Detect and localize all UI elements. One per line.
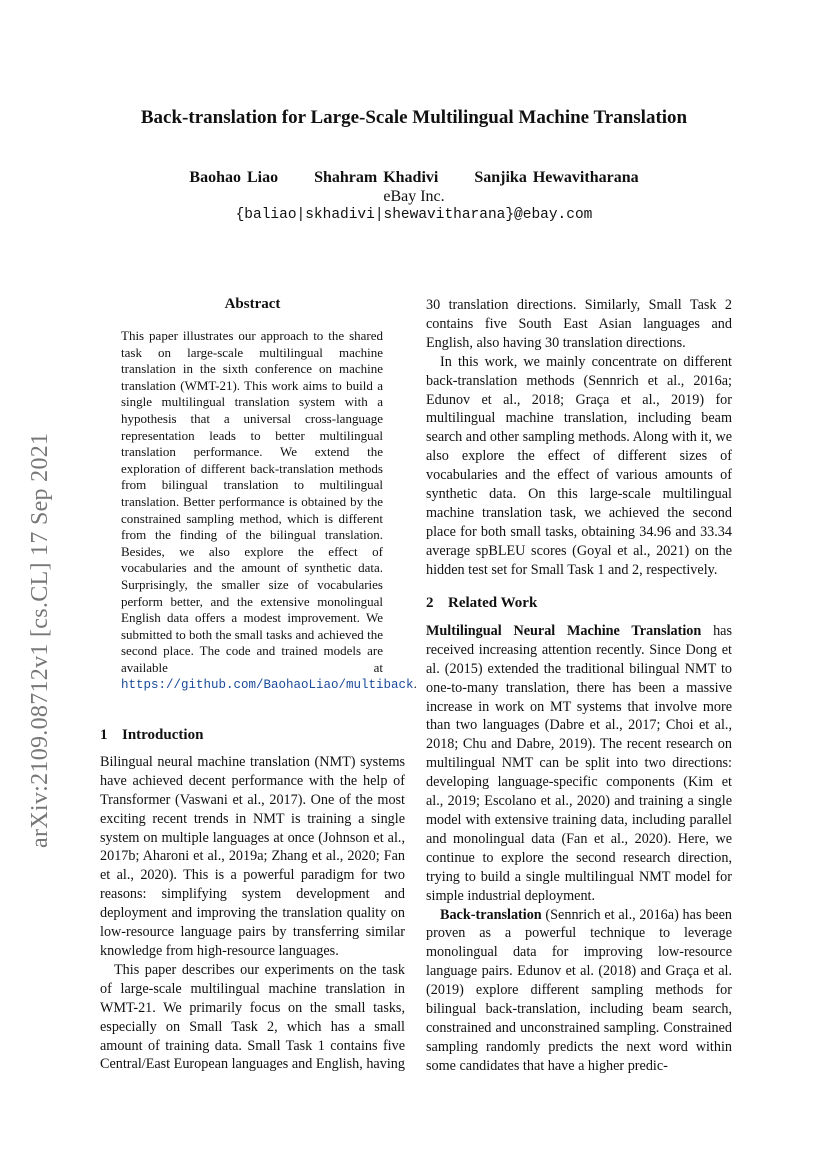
abstract-text: This paper illustrates our approach to the shared task on large-scale multilingual machine translation in the sixth conference on machine translation (WMT-21). This work aims to build a single multilingual translation system with a hypothesis that a universal cross-language representation leads to better multilingual translation performance. We extend the exploration of different back-translation methods from bilingual translation to multilingual translation. Better performance is obtained by the constrained sampling method, which is different from the finding of the bilingual translation. Besides, we also explore the effect of vocabularies and the amount of synthetic data. Surprisingly, the smaller size of vocabularies perform better, and the extensive monolingual English data offers a modest improvement. We submitted to both the small tasks and achieved the second place. The code and trained models are available at	[121, 328, 383, 675]
paragraph: Bilingual neural machine translation (NMT) systems have achieved decent performance with the help of Transformer (Vaswani et al., 2017). One of the most exciting recent trends in NMT is training a single system on multiple languages at once (Johnson et al., 2017b; Aharoni et al., 2019a; Zhang et al., 2020; Fan et al., 2020). This is a powerful paradigm for two reasons: simplifying system development and deployment and improving the translation quality on low-resource language pairs by transferring similar knowledge from high-resource languages.	[100, 753, 405, 959]
paper-title: Back-translation for Large-Scale Multilingual Machine Translation	[140, 107, 688, 128]
paragraph: In this work, we mainly concentrate on different back-translation methods (Sennrich et al., 2016a; Edunov et al., 2018; Graça et al., 2019) for multilingual machine translation, including beam search and other sampling methods. Along with it, we also explore the effect of different sizes of vocabularies and the effect of various amounts of synthetic data. On this large-scale multilingual machine translation task, we achieved the second place for both small tasks, obtaining 34.96 and 33.34 average spBLEU scores (Goyal et al., 2021) on the hidden test set for Small Task 1 and 2, respectively.	[426, 353, 732, 578]
section-number: 2	[426, 595, 434, 611]
section-heading	[100, 726, 405, 745]
section-heading	[426, 594, 732, 613]
author-name: Shahram Khadivi	[314, 169, 439, 186]
abstract-heading: Abstract	[224, 296, 281, 312]
intro-continued	[426, 296, 732, 580]
section-title: Related Work	[448, 595, 538, 611]
abstract-end: .	[413, 676, 417, 692]
paragraph: This paper describes our experiments on the task of large-scale multilingual machine translation in WMT-21. We primarily focus on the small tasks, especially on Small Task 2, which has a small amount of training data. Small Task 1 contains five Central/East European languages and English, having	[100, 961, 405, 1073]
section-title: Introduction	[122, 727, 204, 743]
author-list	[0, 169, 828, 187]
paragraph	[426, 906, 732, 1076]
paragraph: 30 translation directions. Similarly, Small Task 2 contains five South East Asian languages and English, also having 30 translation directions.	[426, 297, 732, 351]
paragraph-text: (Sennrich et al., 2016a) has been proven as a powerful technique to leverage monolingual data for improving low-resource language pairs. Edunov et al. (2018) and Graça et al. (2019) explore different sampling methods for bilingual back-translation, including beam search, constrained and unconstrained sampling. Constrained sampling randomly predicts the next word within some candidates that have a higher predic-	[426, 906, 732, 1074]
affiliation: eBay Inc.	[383, 188, 445, 205]
paragraph-lead: Back-translation	[440, 906, 542, 923]
intro-section	[100, 726, 405, 1074]
author-name: Sanjika Hewavitharana	[474, 169, 639, 186]
abstract-body	[121, 328, 417, 694]
paragraph-lead: Multilingual Neural Machine Translation	[426, 622, 702, 639]
section-number: 1	[100, 727, 108, 743]
author-name: Baohao Liao	[189, 169, 279, 186]
author-email: {baliao|skhadivi|shewavitharana}@ebay.com	[235, 207, 593, 223]
paragraph-text: has received increasing attention recently. Since Dong et al. (2015) extended the traditional bilingual NMT to one-to-many translation, there has been a massive increase in work on MT systems that involve more than two languages (Dabre et al., 2017; Choi et al., 2018; Chu and Dabre, 2019). The recent research on multilingual NMT can be split into two directions: developing language-specific components (Kim et al., 2019; Escolano et al., 2020) and training a single model with extensive training data, including parallel and monolingual data (Fan et al., 2020). Here, we continue to explore the second research direction, trying to build a single multilingual NMT model for simple industrial deployment.	[426, 622, 732, 904]
related-work-section	[426, 594, 732, 1076]
arxiv-stamp: arXiv:2109.08712v1 [cs.CL] 17 Sep 2021	[27, 432, 53, 848]
code-url-link[interactable]: https://github.com/BaohaoLiao/multiback	[121, 678, 414, 693]
paragraph	[426, 622, 732, 906]
